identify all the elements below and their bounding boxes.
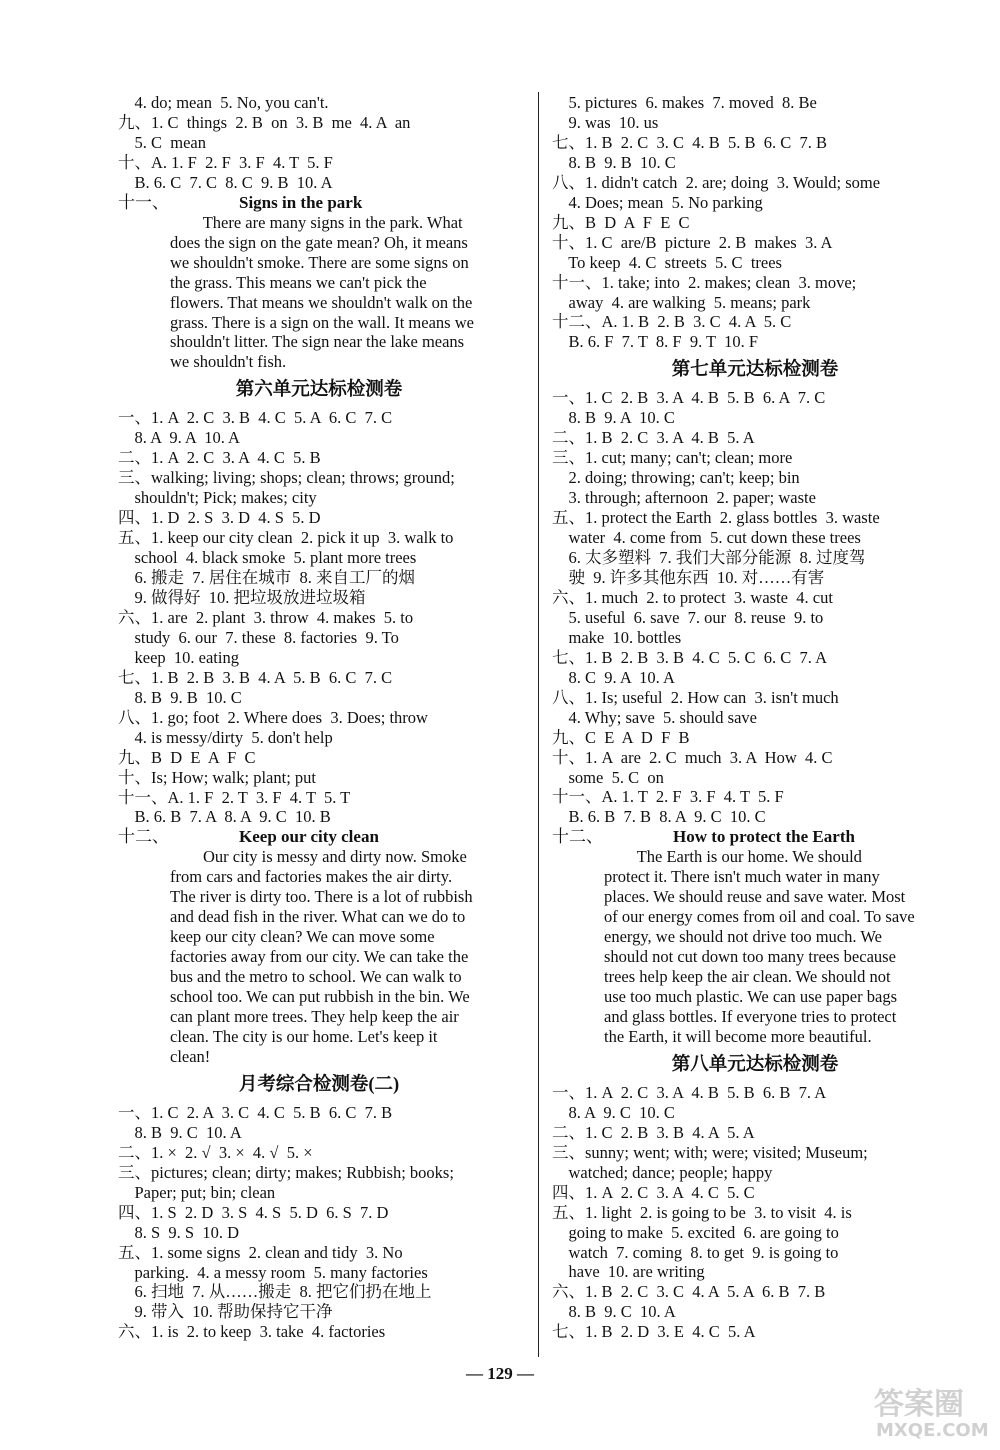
answer-line: 十、1. C are/B picture 2. B makes 3. A bbox=[552, 232, 833, 252]
essay-line: does the sign on the gate mean? Oh, it means bbox=[170, 232, 468, 252]
answer-line: 三、1. cut; many; can't; clean; more bbox=[552, 448, 793, 468]
essay-line: shouldn't litter. The sign near the lake means bbox=[170, 332, 465, 352]
answer-line: 十一、1. take; into 2. makes; clean 3. move; bbox=[552, 272, 857, 292]
answer-line: 5. C mean bbox=[118, 132, 206, 152]
answer-line: 十、A. 1. F 2. F 3. F 4. T 5. F bbox=[118, 152, 333, 172]
answer-line: B. 6. B 7. A 8. A 9. C 10. B bbox=[118, 807, 331, 827]
answer-line: 三、sunny; went; with; were; visited; Museum; bbox=[552, 1142, 868, 1162]
essay-line: from cars and factories makes the air dirty. bbox=[170, 867, 453, 887]
answer-line: 9. was 10. us bbox=[552, 112, 659, 132]
column-divider bbox=[538, 92, 539, 1357]
answer-line: make 10. bottles bbox=[552, 627, 682, 647]
essay-line: clean. The city is our home. Let's keep it bbox=[170, 1026, 438, 1046]
answer-line: 8. B 9. C 10. A bbox=[552, 1302, 676, 1322]
essay-line: the Earth, it will become more beautiful. bbox=[604, 1026, 872, 1046]
answer-line: 六、1. B 2. C 3. C 4. A 5. A 6. B 7. B bbox=[552, 1282, 826, 1302]
section-heading: 第六单元达标检测卷 bbox=[235, 380, 403, 401]
essay-line: we shouldn't fish. bbox=[170, 352, 287, 372]
answer-line: B. 6. F 7. T 8. F 9. T 10. F bbox=[552, 332, 759, 352]
essay-line: we shouldn't smoke. There are some signs on bbox=[170, 252, 469, 272]
essay-line: The Earth is our home. We should bbox=[604, 847, 862, 867]
answer-line: 二、1. × 2. √ 3. × 4. √ 5. × bbox=[118, 1142, 313, 1162]
answer-line: 四、1. A 2. C 3. A 4. C 5. C bbox=[552, 1182, 755, 1202]
essay-line: The river is dirty too. There is a lot of rubbish bbox=[170, 887, 473, 907]
essay-title-label: 十一、 bbox=[118, 192, 169, 212]
essay-line: Our city is messy and dirty now. Smoke bbox=[170, 847, 467, 867]
answer-line: 2. doing; throwing; can't; keep; bin bbox=[552, 468, 800, 488]
essay-title bbox=[118, 193, 520, 213]
left-column bbox=[118, 93, 520, 1342]
answer-line: 4. Why; save 5. should save bbox=[552, 707, 758, 727]
answer-line: 8. A 9. C 10. C bbox=[552, 1102, 675, 1122]
answer-line: 8. C 9. A 10. A bbox=[552, 667, 675, 687]
answer-line: 六、1. much 2. to protect 3. waste 4. cut bbox=[552, 587, 833, 607]
answer-line: away 4. are walking 5. means; park bbox=[552, 292, 811, 312]
answer-line: Paper; put; bin; clean bbox=[118, 1182, 276, 1202]
answer-line: 9. 带入 10. 帮助保持它干净 bbox=[118, 1302, 333, 1322]
answer-line: B. 6. B 7. B 8. A 9. C 10. C bbox=[552, 807, 766, 827]
section-heading: 第八单元达标检测卷 bbox=[671, 1054, 839, 1075]
answer-line: 八、1. didn't catch 2. are; doing 3. Would; some bbox=[552, 172, 881, 192]
answer-line: keep 10. eating bbox=[118, 647, 239, 667]
answer-line: 8. B 9. B 10. C bbox=[118, 687, 242, 707]
essay-line: use too much plastic. We can use paper bags bbox=[604, 987, 897, 1007]
answer-line: 十二、A. 1. B 2. B 3. C 4. A 5. C bbox=[552, 312, 792, 332]
answer-line: 二、1. C 2. B 3. B 4. A 5. A bbox=[552, 1122, 755, 1142]
essay-title-label: 十二、 bbox=[118, 827, 169, 847]
answer-line: 6. 扫地 7. 从……搬走 8. 把它们扔在地上 bbox=[118, 1282, 432, 1302]
essay-title-text: How to protect the Earth bbox=[673, 827, 855, 847]
essay-line: and glass bottles. If everyone tries to protect bbox=[604, 1006, 897, 1026]
right-column bbox=[552, 93, 958, 1342]
answer-line: 一、1. C 2. A 3. C 4. C 5. B 6. C 7. B bbox=[118, 1102, 393, 1122]
watermark-brand: 答案圈 bbox=[874, 1387, 964, 1422]
essay-title bbox=[552, 827, 958, 847]
answer-line: going to make 5. excited 6. are going to bbox=[552, 1222, 839, 1242]
answer-line: have 10. are writing bbox=[552, 1262, 705, 1282]
essay-line: protect it. There isn't much water in many bbox=[604, 867, 880, 887]
answer-line: 8. B 9. B 10. C bbox=[552, 152, 676, 172]
essay-line: bus and the metro to school. We can walk to bbox=[170, 967, 462, 987]
answer-line: 八、1. Is; useful 2. How can 3. isn't much bbox=[552, 687, 839, 707]
answer-line: 9. 做得好 10. 把垃圾放进垃圾箱 bbox=[118, 587, 366, 607]
essay-line: clean! bbox=[170, 1046, 211, 1066]
answer-line: 三、pictures; clean; dirty; makes; Rubbish; books; bbox=[118, 1162, 454, 1182]
essay-line: the grass. This means we can't pick the bbox=[170, 272, 427, 292]
answer-line: 五、1. light 2. is going to be 3. to visit 4. is bbox=[552, 1202, 852, 1222]
answer-line: 一、1. A 2. C 3. A 4. B 5. B 6. B 7. A bbox=[552, 1082, 827, 1102]
answer-line: 七、1. B 2. B 3. B 4. C 5. C 6. C 7. A bbox=[552, 647, 828, 667]
answer-line: 八、1. go; foot 2. Where does 3. Does; throw bbox=[118, 707, 428, 727]
answer-line: 七、1. B 2. D 3. E 4. C 5. A bbox=[552, 1322, 756, 1342]
answer-line: 七、1. B 2. C 3. C 4. B 5. B 6. C 7. B bbox=[552, 132, 828, 152]
essay-title-text: Signs in the park bbox=[239, 192, 363, 212]
answer-line: 6. 太多塑料 7. 我们大部分能源 8. 过度驾 bbox=[552, 548, 866, 568]
answer-line: 五、1. keep our city clean 2. pick it up 3. walk to bbox=[118, 528, 454, 548]
answer-line: shouldn't; Pick; makes; city bbox=[118, 488, 317, 508]
watermark-site: MXQE.COM bbox=[876, 1420, 989, 1440]
answer-line: 四、1. S 2. D 3. S 4. S 5. D 6. S 7. D bbox=[118, 1202, 389, 1222]
answer-line: parking. 4. a messy room 5. many factories bbox=[118, 1262, 428, 1282]
answer-line: study 6. our 7. these 8. factories 9. To bbox=[118, 627, 399, 647]
answer-line: 二、1. B 2. C 3. A 4. B 5. A bbox=[552, 428, 755, 448]
answer-line: 六、1. is 2. to keep 3. take 4. factories bbox=[118, 1322, 386, 1342]
essay-title-text: Keep our city clean bbox=[239, 827, 379, 847]
answer-line: 一、1. C 2. B 3. A 4. B 5. B 6. A 7. C bbox=[552, 388, 826, 408]
answer-line: watched; dance; people; happy bbox=[552, 1162, 773, 1182]
answer-line: 8. S 9. S 10. D bbox=[118, 1222, 240, 1242]
watermark-logo bbox=[870, 1384, 990, 1440]
essay-line: keep our city clean? We can move some bbox=[170, 927, 435, 947]
answer-line: 4. Does; mean 5. No parking bbox=[552, 192, 763, 212]
essay-line: can plant more trees. They help keep the air bbox=[170, 1007, 459, 1027]
answer-line: 五、1. some signs 2. clean and tidy 3. No bbox=[118, 1242, 403, 1262]
essay-line: should not cut down too many trees because bbox=[604, 947, 896, 967]
essay-title-label: 十二、 bbox=[552, 827, 603, 847]
essay-line: of our energy comes from oil and coal. To save bbox=[604, 907, 915, 927]
answer-line: 九、1. C things 2. B on 3. B me 4. A an bbox=[118, 112, 411, 132]
answer-line: 4. is messy/dirty 5. don't help bbox=[118, 727, 333, 747]
answer-line: 4. do; mean 5. No, you can't. bbox=[118, 93, 329, 112]
answer-line: school 4. black smoke 5. plant more trees bbox=[118, 548, 417, 568]
answer-line: 6. 搬走 7. 居住在城市 8. 来自工厂的烟 bbox=[118, 568, 415, 588]
answer-line: some 5. C on bbox=[552, 767, 664, 787]
answer-line: 六、1. are 2. plant 3. throw 4. makes 5. to bbox=[118, 607, 414, 627]
essay-line: trees help keep the air clean. We should not bbox=[604, 967, 891, 987]
section-heading: 第七单元达标检测卷 bbox=[671, 360, 839, 381]
essay-line: There are many signs in the park. What bbox=[170, 212, 463, 232]
answer-line: 一、1. A 2. C 3. B 4. C 5. A 6. C 7. C bbox=[118, 408, 393, 428]
essay-line: energy, we should not drive too much. We bbox=[604, 927, 882, 947]
answer-line: 8. B 9. A 10. C bbox=[552, 408, 675, 428]
answer-line: 四、1. D 2. S 3. D 4. S 5. D bbox=[118, 508, 321, 528]
answer-line: 七、1. B 2. B 3. B 4. A 5. B 6. C 7. C bbox=[118, 667, 393, 687]
answer-line: 驶 9. 许多其他东西 10. 对……有害 bbox=[552, 567, 825, 587]
essay-line: grass. There is a sign on the wall. It means we bbox=[170, 312, 474, 332]
answer-line: watch 7. coming 8. to get 9. is going to bbox=[552, 1242, 839, 1262]
answer-line: 九、C E A D F B bbox=[552, 727, 690, 747]
answer-line: 十一、A. 1. F 2. T 3. F 4. T 5. T bbox=[118, 787, 351, 807]
essay-line: flowers. That means we shouldn't walk on the bbox=[170, 292, 473, 312]
answer-line: 8. A 9. A 10. A bbox=[118, 428, 240, 448]
answer-line: 十、1. A are 2. C much 3. A How 4. C bbox=[552, 747, 833, 767]
answer-line: 二、1. A 2. C 3. A 4. C 5. B bbox=[118, 448, 321, 468]
answer-line: 十、Is; How; walk; plant; put bbox=[118, 767, 316, 787]
answer-line: 三、walking; living; shops; clean; throws; ground; bbox=[118, 468, 455, 488]
essay-line: places. We should reuse and save water. Most bbox=[604, 887, 906, 907]
answer-line: 5. pictures 6. makes 7. moved 8. Be bbox=[552, 93, 817, 112]
answer-line: 九、B D A F E C bbox=[552, 212, 690, 232]
answer-line: 8. B 9. C 10. A bbox=[118, 1122, 242, 1142]
answer-line: To keep 4. C streets 5. C trees bbox=[552, 252, 782, 272]
essay-line: school too. We can put rubbish in the bin. We bbox=[170, 987, 470, 1007]
section-heading: 月考综合检测卷(二) bbox=[238, 1074, 400, 1095]
answer-line: 九、B D E A F C bbox=[118, 747, 256, 767]
answer-line: water 4. come from 5. cut down these trees bbox=[552, 528, 861, 548]
essay-title bbox=[118, 827, 520, 847]
answer-line: 十一、A. 1. T 2. F 3. F 4. T 5. F bbox=[552, 787, 784, 807]
answer-line: 5. useful 6. save 7. our 8. reuse 9. to bbox=[552, 607, 824, 627]
essay-line: factories away from our city. We can take the bbox=[170, 947, 469, 967]
answer-line: 五、1. protect the Earth 2. glass bottles 3. waste bbox=[552, 508, 880, 528]
essay-line: and dead fish in the river. What can we do to bbox=[170, 907, 466, 927]
answer-line: B. 6. C 7. C 8. C 9. B 10. A bbox=[118, 172, 333, 192]
page-number: — 129 — bbox=[466, 1364, 534, 1383]
answer-line: 3. through; afternoon 2. paper; waste bbox=[552, 488, 816, 508]
